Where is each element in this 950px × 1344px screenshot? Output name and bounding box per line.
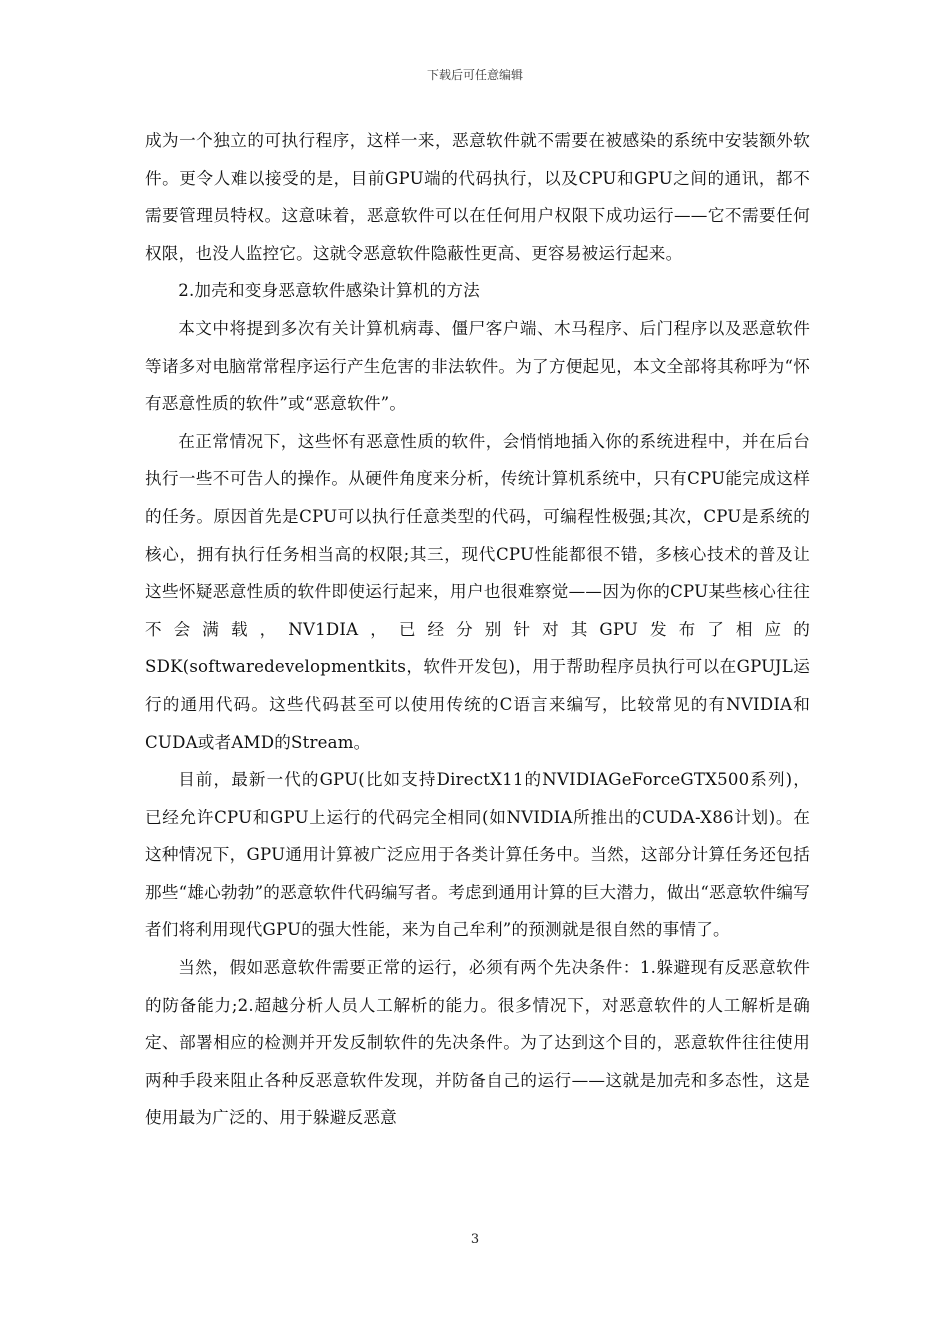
paragraph-continuation: 成为一个独立的可执行程序，这样一来，恶意软件就不需要在被感染的系统中安装额外软件。更令人难以接受的是，目前GPU端的代码执行，以及CPU和GPU之间的通讯，都不需要管理员特权。这意味着，恶意软件可以在任何用户权限下成功运行——它不需要任何权限，也没人监控它。这就令恶意软件隐蔽性更高、更容易被运行起来。 [145, 131, 810, 263]
document-body [145, 122, 810, 1137]
section-heading: 2.加壳和变身恶意软件感染计算机的方法 [178, 281, 480, 301]
page-number: 3 [470, 1232, 480, 1247]
page-header: 下载后可任意编辑 [426, 68, 523, 82]
paragraph: 在正常情况下，这些怀有恶意性质的软件，会悄悄地插入你的系统进程中，并在后台执行一些不可告人的操作。从硬件角度来分析，传统计算机系统中，只有CPU能完成这样的任务。原因首先是CPU可以执行任意类型的代码，可编程性极强;其次，CPU是系统的核心，拥有执行任务相当高的权限;其三，现代CPU性能都很不错，多核心技术的普及让这些怀疑恶意性质的软件即使运行起来，用户也很难察觉——因为你的CPU某些核心往往不会满载，NV1DIA，已经分别针对其GPU发布了相应的SDK(softwaredevelopmentkits，软件开发包)，用于帮助程序员执行可以在GPUJL运行的通用代码。这些代码甚至可以使用传统的C语言来编写，比较常见的有NVIDIA和CUDA或者AMD的Stream。 [145, 431, 810, 752]
paragraph: 当然，假如恶意软件需要正常的运行，必须有两个先决条件：1.躲避现有反恶意软件的防备能力;2.超越分析人员人工解析的能力。很多情况下，对恶意软件的人工解析是确定、部署相应的检测并开发反制软件的先决条件。为了达到这个目的，恶意软件往往使用两种手段来阻止各种反恶意软件发现，并防备自己的运行——这就是加壳和多态性，这是使用最为广泛的、用于躲避反恶意 [145, 958, 810, 1128]
paragraph: 目前，最新一代的GPU(比如支持DirectX11的NVIDIAGeForceGTX500系列)，已经允许CPU和GPU上运行的代码完全相同(如NVIDIA所推出的CUDA-X86计划)。在这种情况下，GPU通用计算被广泛应用于各类计算任务中。当然，这部分计算任务还包括那些“雄心勃勃”的恶意软件代码编写者。考虑到通用计算的巨大潜力，做出“恶意软件编写者们将利用现代GPU的强大性能，来为自己牟利”的预测就是很自然的事情了。 [145, 770, 810, 940]
paragraph: 本文中将提到多次有关计算机病毒、僵尸客户端、木马程序、后门程序以及恶意软件等诸多对电脑常常程序运行产生危害的非法软件。为了方便起见，本文全部将其称呼为“怀有恶意性质的软件”或“恶意软件”。 [145, 318, 810, 414]
